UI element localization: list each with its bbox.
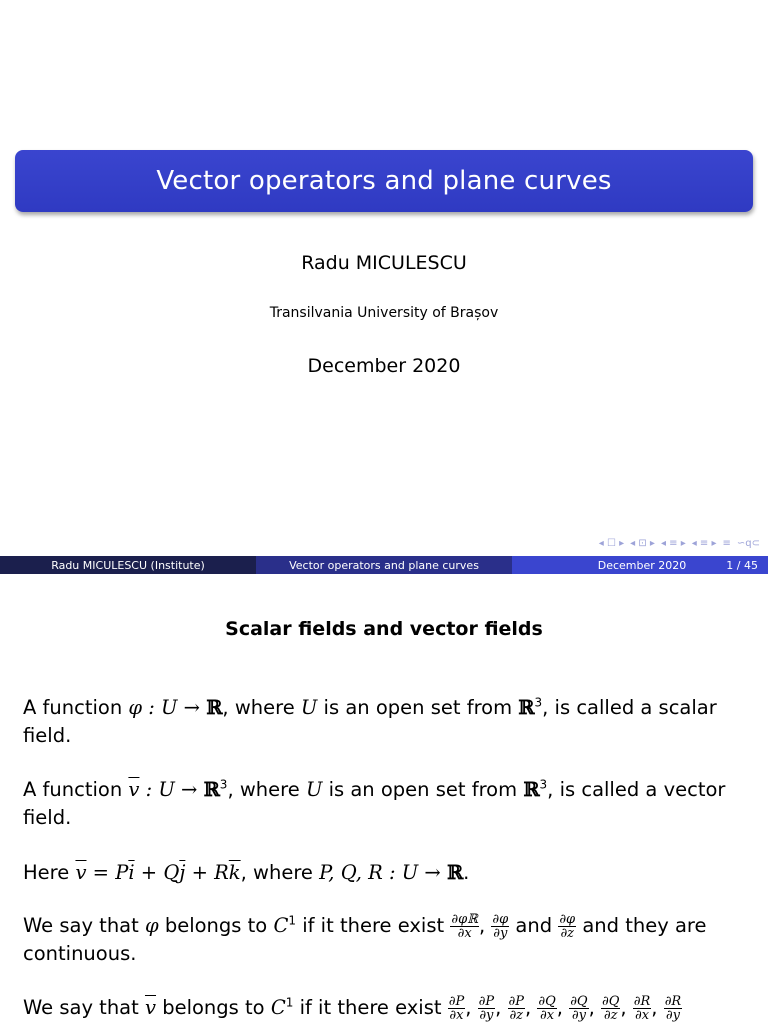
text: We say that — [23, 996, 145, 1019]
nav-search-icon[interactable]: ∽ԛ⊂ — [736, 538, 760, 549]
denominator: ∂x — [449, 1008, 464, 1023]
denominator: ∂y — [479, 1008, 494, 1023]
nav-align-icon[interactable]: ≡ — [722, 538, 731, 549]
separator: , — [495, 996, 508, 1019]
denominator: ∂z — [509, 1008, 524, 1023]
text: , where — [240, 861, 320, 884]
exponent: 3 — [219, 777, 228, 792]
math: = P — [86, 861, 129, 884]
partial-fraction — [537, 995, 556, 1022]
text: if it there exist — [293, 996, 448, 1019]
denominator: ∂z — [603, 1008, 618, 1023]
math-reals: ℝ — [523, 778, 540, 801]
partial-fraction — [664, 995, 683, 1022]
text: , where — [227, 778, 306, 801]
text: A function — [23, 778, 129, 801]
footer-right — [512, 556, 768, 574]
numerator: ∂P — [508, 994, 524, 1009]
numerator: ∂R — [633, 994, 651, 1009]
text: Here — [23, 861, 76, 884]
math-vector: $\overline{v}$ — [128, 778, 140, 801]
numerator: ∂P — [448, 994, 465, 1009]
numerator: ∂Q — [570, 994, 588, 1009]
exponent: 3 — [539, 777, 548, 792]
numerator: ∂φℝ — [451, 912, 478, 927]
author-name: Radu MICULESCU — [301, 252, 467, 274]
text: belongs to — [158, 914, 274, 937]
partial-fraction — [448, 995, 465, 1022]
math: + R — [185, 861, 229, 884]
footer-author: Radu MICULESCU (Institute) — [0, 556, 256, 574]
text: if it there exist — [296, 914, 451, 937]
partial-fraction — [450, 913, 479, 940]
separator: , — [465, 996, 478, 1019]
numerator: ∂R — [664, 994, 682, 1009]
institute-name: Transilvania University of Brașov — [269, 305, 499, 321]
text: , is called a vector field. — [23, 778, 726, 829]
partial-fraction — [558, 913, 576, 940]
math-reals: ℝ — [203, 778, 220, 801]
math-reals: ℝ — [446, 861, 464, 884]
text: , — [478, 914, 492, 937]
footer-date: December 2020 — [597, 558, 687, 572]
text: belongs to — [156, 996, 271, 1019]
text: and — [509, 914, 559, 937]
numerator: ∂Q — [538, 994, 556, 1009]
beamer-navigation[interactable] — [599, 538, 760, 549]
text: . — [463, 861, 470, 884]
slide-title: Vector operators and plane curves — [156, 166, 612, 196]
denominator: ∂x — [540, 1008, 555, 1023]
exponent: 3 — [534, 695, 543, 710]
separator: , — [588, 996, 601, 1019]
denominator: ∂x — [635, 1008, 650, 1023]
partial-fraction — [633, 995, 652, 1022]
denominator: ∂z — [560, 926, 575, 941]
nav-subsection-icon[interactable]: ◂ ≡ ▸ — [660, 538, 686, 549]
numerator: ∂φ — [492, 912, 509, 927]
math-vector: $\overline{k}$ — [228, 861, 241, 884]
paragraph-vector-c1 — [23, 994, 753, 1022]
paragraph-scalar-c1 — [23, 912, 753, 968]
math-reals: ℝ — [206, 696, 223, 719]
exponent: 1 — [285, 995, 294, 1010]
partial-fraction — [569, 995, 588, 1022]
text: , is called a scalar field. — [23, 696, 717, 747]
nav-frame-icon[interactable]: ◂ ⊡ ▸ — [630, 538, 655, 549]
footer-title: Vector operators and plane curves — [256, 556, 512, 574]
numerator: ∂P — [478, 994, 495, 1009]
math-vector: $\overline{i}$ — [128, 861, 135, 884]
text: A function — [23, 696, 129, 719]
content-slide — [0, 576, 768, 1024]
text: and they are continuous. — [23, 914, 707, 965]
denominator: ∂y — [665, 1008, 680, 1023]
math-vector: $\overline{v}$ — [144, 996, 157, 1019]
paragraph-vector-field — [23, 776, 753, 832]
partial-fraction — [491, 913, 509, 940]
text: is an open set from — [317, 696, 519, 719]
slide-footer — [0, 556, 768, 574]
partial-fraction — [601, 995, 620, 1022]
math-vector: $\overline{v}$ — [75, 861, 87, 884]
math-reals: ℝ — [518, 696, 535, 719]
paragraph-vector-components — [23, 859, 753, 887]
math: + Q — [134, 861, 180, 884]
math: U — [305, 778, 323, 801]
title-banner — [15, 150, 753, 212]
text: is an open set from — [322, 778, 524, 801]
separator: , — [651, 996, 664, 1019]
separator: , — [556, 996, 570, 1019]
math: φ : U → — [128, 696, 207, 719]
numerator: ∂φ — [559, 912, 576, 927]
frame-title: Scalar fields and vector fields — [225, 618, 543, 640]
math: φ — [144, 914, 159, 937]
separator: , — [620, 996, 633, 1019]
math: : U → — [139, 778, 204, 801]
text: We say that — [23, 914, 145, 937]
partial-fraction-list — [448, 994, 683, 1023]
math-vector: $\overline{j}$ — [179, 861, 186, 884]
presentation-date: December 2020 — [307, 355, 461, 377]
nav-prev-slide-icon[interactable]: ◂ ☐ ▸ — [598, 538, 625, 549]
partial-fraction — [508, 995, 525, 1022]
math-class-c: C — [270, 996, 286, 1019]
paragraph-scalar-field — [23, 694, 753, 750]
numerator: ∂Q — [601, 994, 620, 1009]
footer-page-number: 1 / 45 — [726, 558, 758, 572]
text: , where — [222, 696, 301, 719]
math: U — [300, 696, 318, 719]
math-class-c: C — [273, 914, 289, 937]
denominator: ∂y — [493, 926, 508, 941]
denominator: ∂x — [457, 926, 472, 941]
nav-section-icon[interactable]: ◂ ≡ ▸ — [691, 538, 717, 549]
separator: , — [524, 996, 538, 1019]
exponent: 1 — [288, 913, 296, 928]
partial-fraction — [478, 995, 495, 1022]
math: P, Q, R : U → — [319, 861, 447, 884]
denominator: ∂y — [571, 1008, 586, 1023]
